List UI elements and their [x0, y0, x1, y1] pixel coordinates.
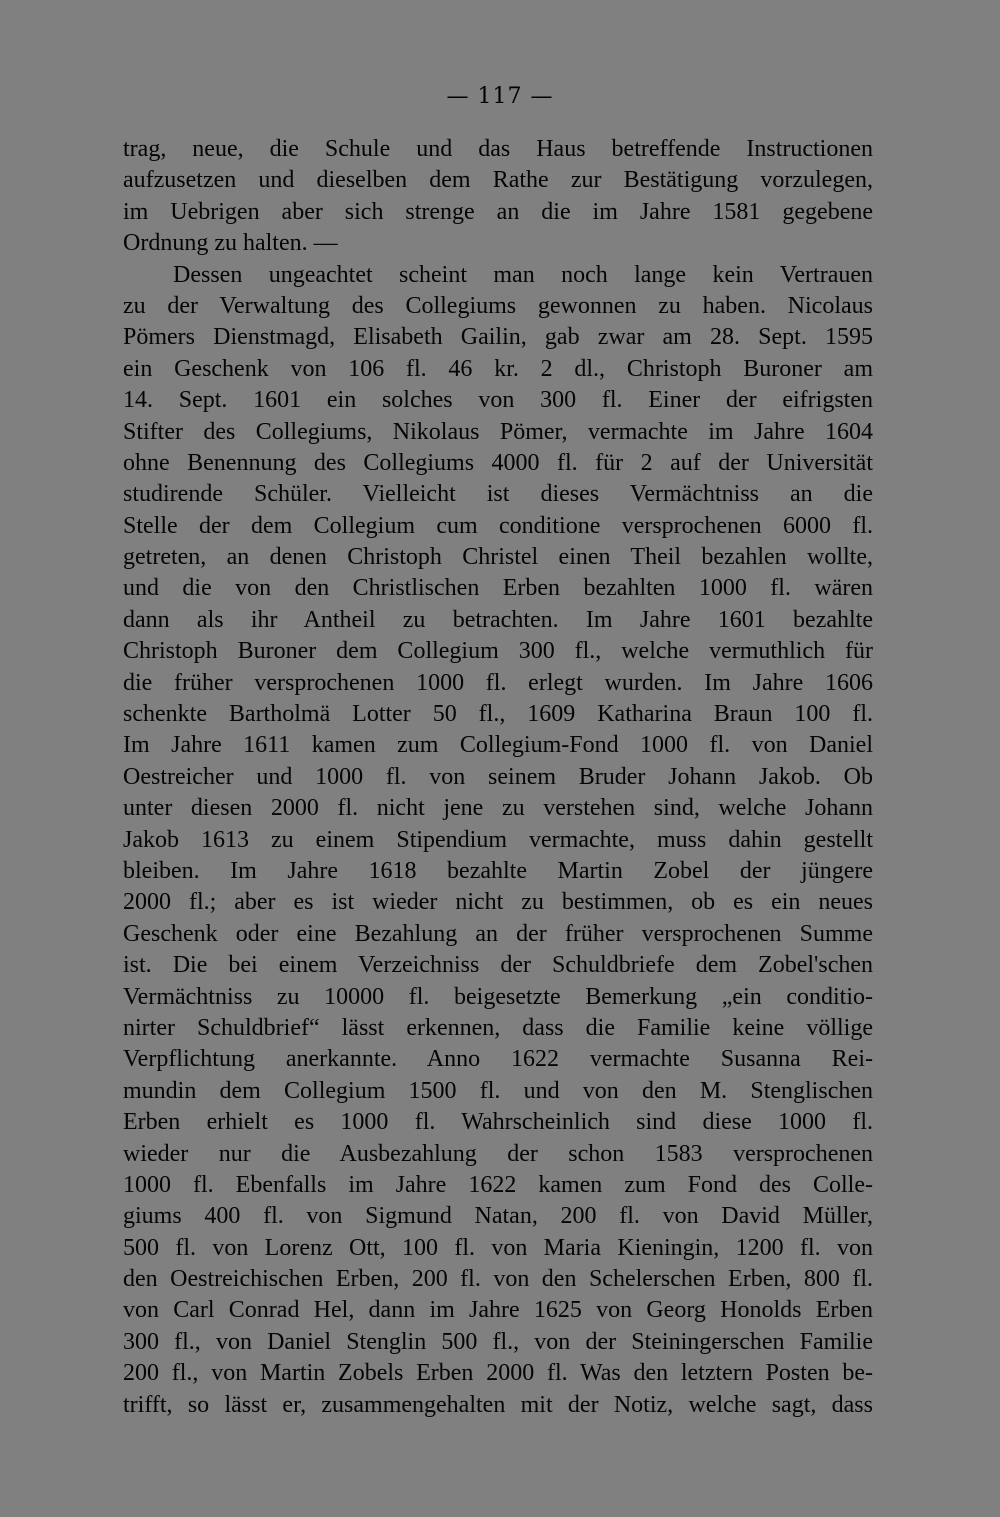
text-line: den Oestreichischen Erben, 200 fl. von den Schelerschen Erben, 800 fl.: [123, 1266, 873, 1293]
text-line: Verpflichtung anerkannte. Anno 1622 vermachte Susanna Rei-: [123, 1046, 873, 1073]
text-line: wieder nur die Ausbezahlung der schon 1583 versprochenen: [123, 1140, 873, 1167]
text-line: Im Jahre 1611 kamen zum Collegium-Fond 1000 fl. von Daniel: [123, 732, 873, 759]
text-line: bleiben. Im Jahre 1618 bezahlte Martin Zobel der jüngere: [123, 857, 873, 884]
text-line: Stelle der dem Collegium cum conditione versprochenen 6000 fl.: [123, 512, 873, 539]
text-line: giums 400 fl. von Sigmund Natan, 200 fl. von David Müller,: [123, 1203, 873, 1230]
text-line: Ordnung zu halten. —: [123, 230, 338, 257]
text-line: aufzusetzen und dieselben dem Rathe zur Bestätigung vorzulegen,: [123, 167, 873, 194]
text-line: Pömers Dienstmagd, Elisabeth Gailin, gab zwar am 28. Sept. 1595: [123, 324, 873, 351]
body-text: [123, 134, 873, 1421]
text-line: studirende Schüler. Vielleicht ist dieses Vermächtniss an die: [123, 481, 873, 508]
text-line: Jakob 1613 zu einem Stipendium vermachte, muss dahin gestellt: [123, 826, 873, 853]
text-line: 14. Sept. 1601 ein solches von 300 fl. Einer der eifrigsten: [123, 387, 873, 414]
text-line: zu der Verwaltung des Collegiums gewonnen zu haben. Nicolaus: [123, 292, 873, 319]
text-line: getreten, an denen Christoph Christel einen Theil bezahlen wollte,: [123, 544, 873, 571]
text-line: Stifter des Collegiums, Nikolaus Pömer, vermachte im Jahre 1604: [123, 418, 873, 445]
text-line: trag, neue, die Schule und das Haus betreffende Instructionen: [123, 136, 873, 162]
text-line: die früher versprochenen 1000 fl. erlegt wurden. Im Jahre 1606: [123, 669, 873, 696]
text-line: nirter Schuldbrief“ lässt erkennen, dass die Familie keine völlige: [123, 1014, 873, 1041]
text-line: ohne Benennung des Collegiums 4000 fl. für 2 auf der Universität: [123, 449, 873, 476]
text-line: dann als ihr Antheil zu betrachten. Im Jahre 1601 bezahlte: [123, 606, 873, 633]
text-line: Vermächtniss zu 10000 fl. beigesetzte Bemerkung „ein conditio-: [123, 983, 873, 1010]
text-line: 300 fl., von Daniel Stenglin 500 fl., von der Steiningerschen Familie: [123, 1328, 873, 1355]
text-line: im Uebrigen aber sich strenge an die im Jahre 1581 gegebene: [123, 198, 873, 225]
text-line: ein Geschenk von 106 fl. 46 kr. 2 dl., Christoph Buroner am: [123, 355, 873, 382]
text-line: 1000 fl. Ebenfalls im Jahre 1622 kamen zum Fond des Colle-: [123, 1171, 873, 1198]
text-line: mundin dem Collegium 1500 fl. und von den M. Stenglischen: [123, 1077, 873, 1104]
text-line: 500 fl. von Lorenz Ott, 100 fl. von Maria Kieningin, 1200 fl. von: [123, 1234, 873, 1261]
text-line: trifft, so lässt er, zusammengehalten mit der Notiz, welche sagt, dass: [123, 1391, 873, 1418]
text-line: Geschenk oder eine Bezahlung an der früher versprochenen Summe: [123, 920, 873, 947]
text-line: von Carl Conrad Hel, dann im Jahre 1625 von Georg Honolds Erben: [123, 1297, 873, 1324]
text-line: Oestreicher und 1000 fl. von seinem Bruder Johann Jakob. Ob: [123, 763, 873, 790]
text-line: 200 fl., von Martin Zobels Erben 2000 fl. Was den letztern Posten be-: [123, 1360, 873, 1387]
text-line: Dessen ungeachtet scheint man noch lange kein Vertrauen: [173, 261, 873, 288]
text-line: schenkte Bartholmä Lotter 50 fl., 1609 Katharina Braun 100 fl.: [123, 701, 873, 728]
text-line: ist. Die bei einem Verzeichniss der Schuldbriefe dem Zobel'schen: [123, 952, 873, 979]
text-line: Erben erhielt es 1000 fl. Wahrscheinlich sind diese 1000 fl.: [123, 1109, 873, 1136]
text-line: 2000 fl.; aber es ist wieder nicht zu bestimmen, ob es ein neues: [123, 889, 873, 916]
page-number: — 117 —: [446, 84, 554, 109]
text-line: und die von den Christlischen Erben bezahlten 1000 fl. wären: [123, 575, 873, 602]
text-line: Christoph Buroner dem Collegium 300 fl., welche vermuthlich für: [123, 638, 873, 665]
text-line: unter diesen 2000 fl. nicht jene zu verstehen sind, welche Johann: [123, 795, 873, 822]
